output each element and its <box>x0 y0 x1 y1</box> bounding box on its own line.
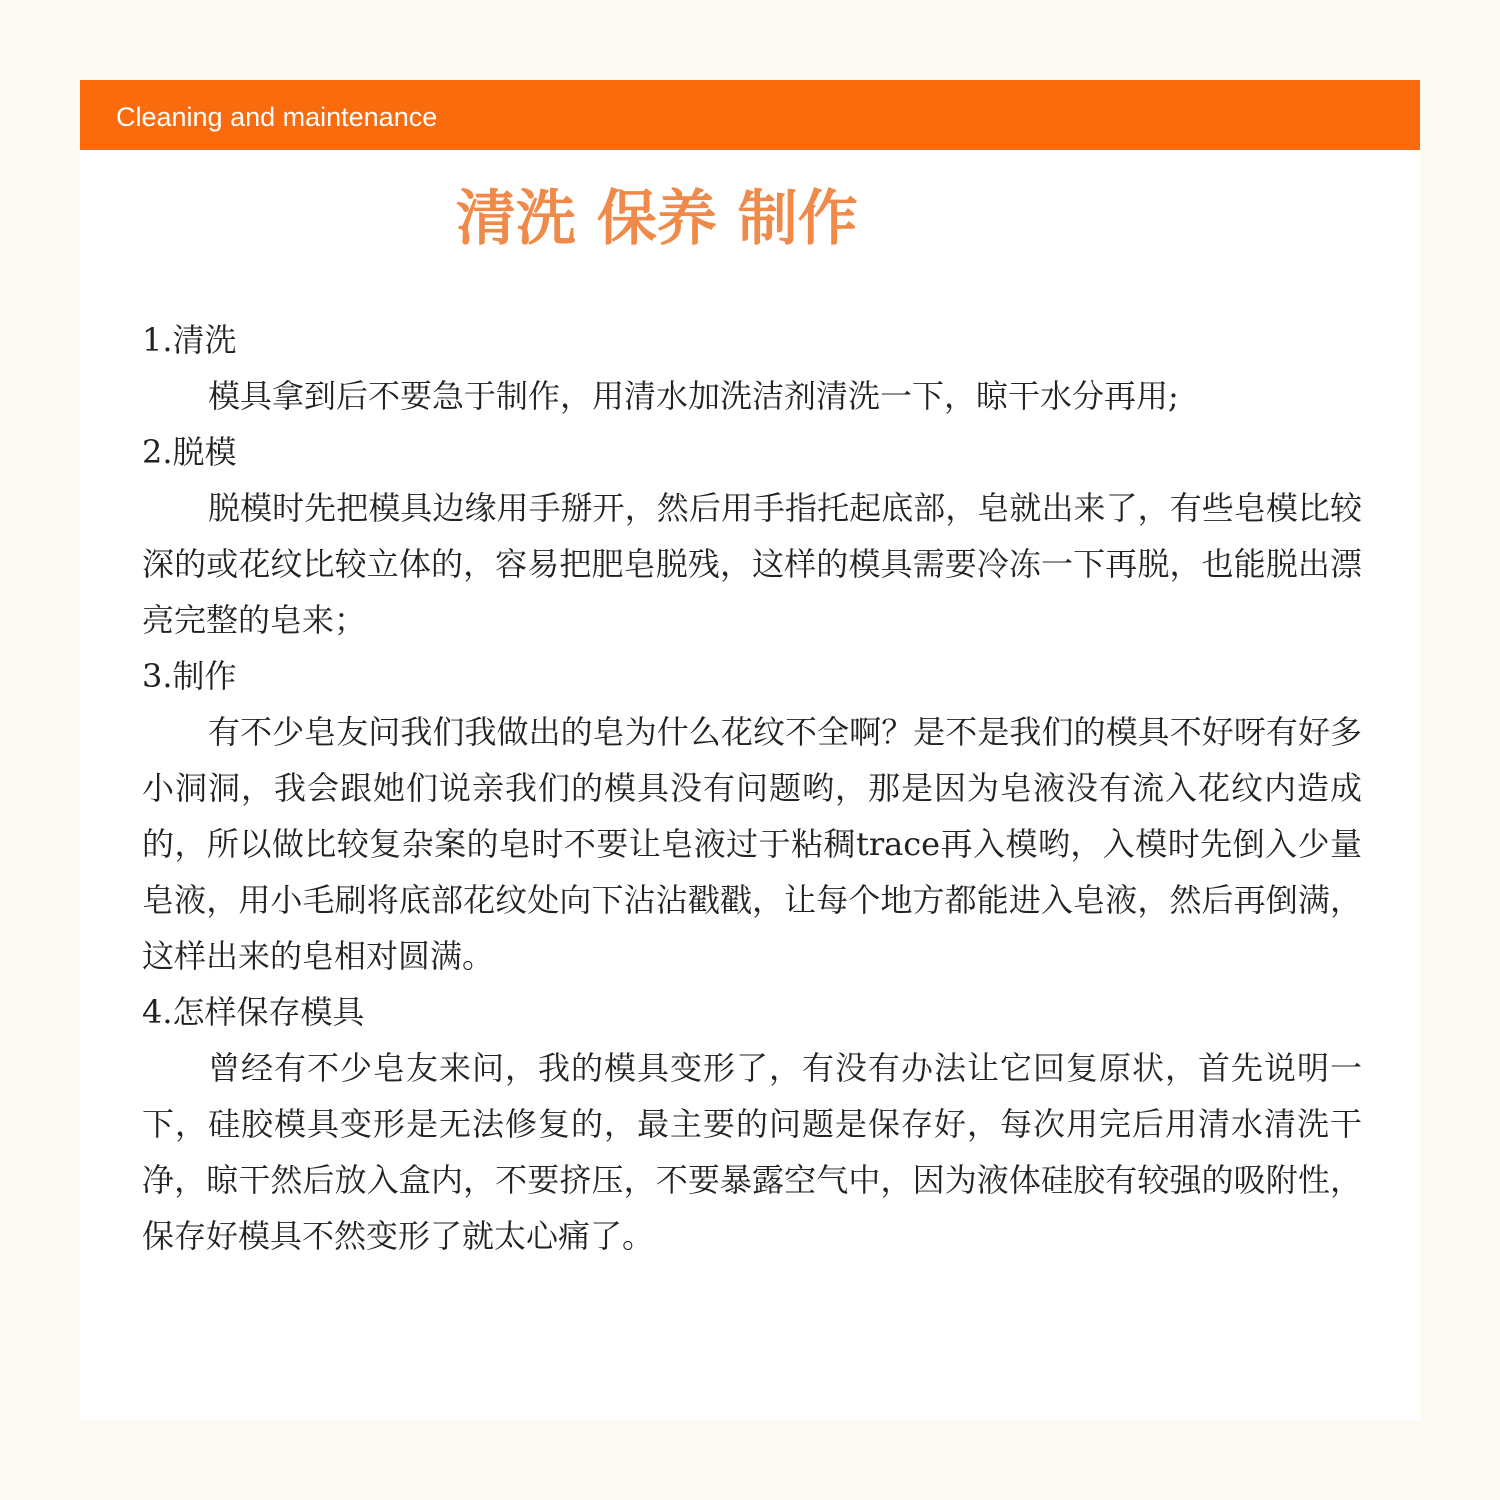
section-body-making: 有不少皂友问我们我做出的皂为什么花纹不全啊？是不是我们的模具不好呀有好多小洞洞，我会跟她们说亲我们的模具没有问题哟，那是因为皂液没有流入花纹内造成的，所以做比较复杂案的皂时不要让皂液过于粘稠trace再入模哟，入模时先倒入少量皂液，用小毛刷将底部花纹处向下沾沾戳戳，让每个地方都能进入皂液，然后再倒满，这样出来的皂相对圆满。 <box>142 713 1362 975</box>
article-body <box>142 312 1362 1264</box>
page-title: 清洗 保养 制作 <box>456 184 858 254</box>
section-body-cleaning: 模具拿到后不要急于制作，用清水加洗洁剂清洗一下，晾干水分再用; <box>208 377 1179 415</box>
section-heading-storage: 4.怎样保存模具 <box>142 993 365 1031</box>
content-card <box>80 80 1420 1420</box>
section-heading-making: 3.制作 <box>142 657 237 695</box>
section-heading-demolding: 2.脱模 <box>142 433 237 471</box>
section-body-storage: 曾经有不少皂友来问，我的模具变形了，有没有办法让它回复原状，首先说明一下，硅胶模具变形是无法修复的，最主要的问题是保存好，每次用完后用清水清洗干净，晾干然后放入盒内，不要挤压，不要暴露空气中，因为液体硅胶有较强的吸附性，保存好模具不然变形了就太心痛了。 <box>142 1049 1362 1255</box>
banner-title: Cleaning and maintenance <box>116 102 438 132</box>
header-banner <box>80 80 1420 150</box>
section-heading-cleaning: 1.清洗 <box>142 321 237 359</box>
section-body-demolding: 脱模时先把模具边缘用手掰开，然后用手指托起底部，皂就出来了，有些皂模比较深的或花纹比较立体的，容易把肥皂脱残，这样的模具需要冷冻一下再脱，也能脱出漂亮完整的皂来； <box>142 489 1362 639</box>
